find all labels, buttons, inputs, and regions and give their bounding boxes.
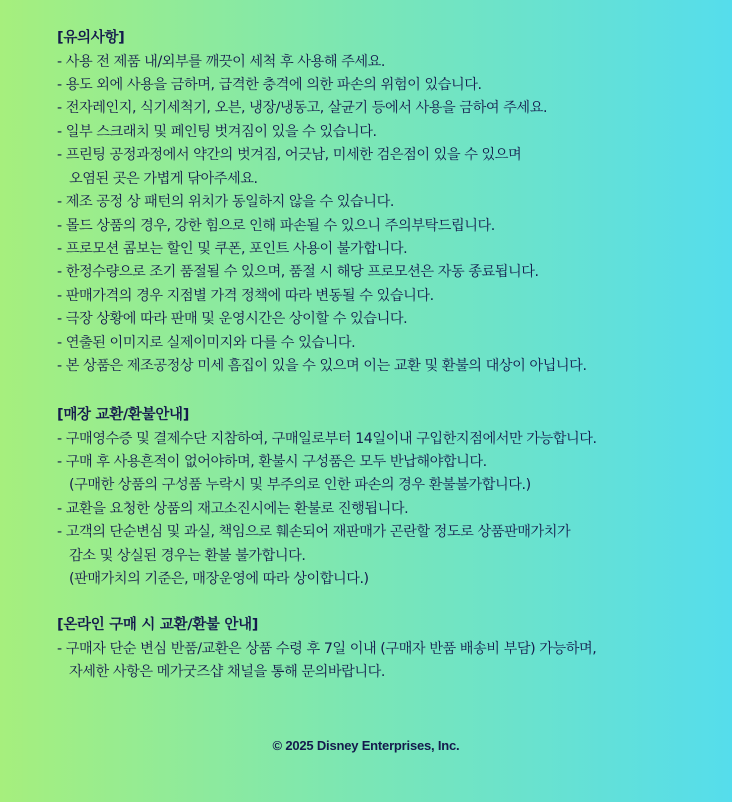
precaution-line: - 제조 공정 상 패턴의 위치가 동일하지 않을 수 있습니다. — [57, 194, 394, 211]
precaution-line: - 본 상품은 제조공정상 미세 흠집이 있을 수 있으며 이는 교환 및 환불의 대상이 아닙니다. — [57, 358, 587, 375]
store-exchange-heading: [매장 교환/환불안내] — [57, 407, 190, 423]
precaution-line: - 일부 스크래치 및 페인팅 벗겨짐이 있을 수 있습니다. — [57, 123, 377, 140]
precaution-line: - 용도 외에 사용을 금하며, 급격한 충격에 의한 파손의 위험이 있습니다. — [57, 76, 482, 93]
precaution-line: - 극장 상황에 따라 판매 및 운영시간은 상이할 수 있습니다. — [57, 311, 408, 328]
store-exchange-line: - 구매 후 사용흔적이 없어야하며, 환불시 구성품은 모두 반납해야합니다. — [57, 453, 487, 470]
precaution-line: - 프로모션 콤보는 할인 및 쿠폰, 포인트 사용이 불가합니다. — [57, 241, 408, 257]
online-exchange-line-continued: 자세한 사항은 메가굿즈샵 채널을 통해 문의바랍니다. — [69, 663, 385, 680]
copyright-text: © 2025 Disney Enterprises, Inc. — [272, 738, 460, 753]
precaution-line: - 전자레인지, 식기세척기, 오븐, 냉장/냉동고, 살균기 등에서 사용을 금하여 주세요. — [57, 100, 548, 117]
store-exchange-line-continued: (판매가치의 기준은, 매장운영에 따라 상이합니다.) — [69, 571, 369, 588]
precaution-line: - 한정수량으로 조기 품절될 수 있으며, 품절 시 해당 프로모션은 자동 종료됩니다. — [57, 264, 539, 281]
online-exchange-heading: [온라인 구매 시 교환/환불 안내] — [57, 617, 259, 633]
store-exchange-line: - 고객의 단순변심 및 과실, 책임으로 훼손되어 재판매가 곤란할 정도로 상품판매가치가 — [57, 524, 571, 541]
store-exchange-line-continued: (구매한 상품의 구성품 누락시 및 부주의로 인한 파손의 경우 환불불가합니다.) — [69, 477, 531, 494]
precaution-line: - 몰드 상품의 경우, 강한 힘으로 인해 파손될 수 있으니 주의부탁드립니다. — [57, 217, 495, 234]
precaution-line: - 사용 전 제품 내/외부를 깨끗이 세척 후 사용해 주세요. — [57, 53, 385, 70]
precaution-line: - 연출된 이미지로 실제이미지와 다를 수 있습니다. — [57, 334, 356, 351]
precaution-line: - 프린팅 공정과정에서 약간의 벗겨짐, 어긋남, 미세한 검은점이 있을 수 있으며 — [57, 147, 522, 164]
store-exchange-line: - 구매영수증 및 결제수단 지참하여, 구매일로부터 14일이내 구입한지점에서만 가능합니다. — [57, 430, 597, 447]
precaution-line: - 판매가격의 경우 지점별 가격 정책에 따라 변동될 수 있습니다. — [57, 287, 434, 304]
online-exchange-section — [57, 614, 717, 684]
online-exchange-line: - 구매자 단순 변심 반품/교환은 상품 수령 후 7일 이내 (구매자 반품 배송비 부담) 가능하며, — [57, 640, 597, 657]
store-exchange-line-continued: 감소 및 상실된 경우는 환불 불가합니다. — [69, 547, 306, 564]
store-exchange-section — [57, 404, 717, 592]
precautions-heading: [유의사항] — [57, 30, 125, 46]
precautions-section — [57, 27, 717, 379]
store-exchange-line: - 교환을 요청한 상품의 재고소진시에는 환불로 진행됩니다. — [57, 500, 409, 517]
precaution-line-continued: 오염된 곳은 가볍게 닦아주세요. — [69, 170, 258, 187]
